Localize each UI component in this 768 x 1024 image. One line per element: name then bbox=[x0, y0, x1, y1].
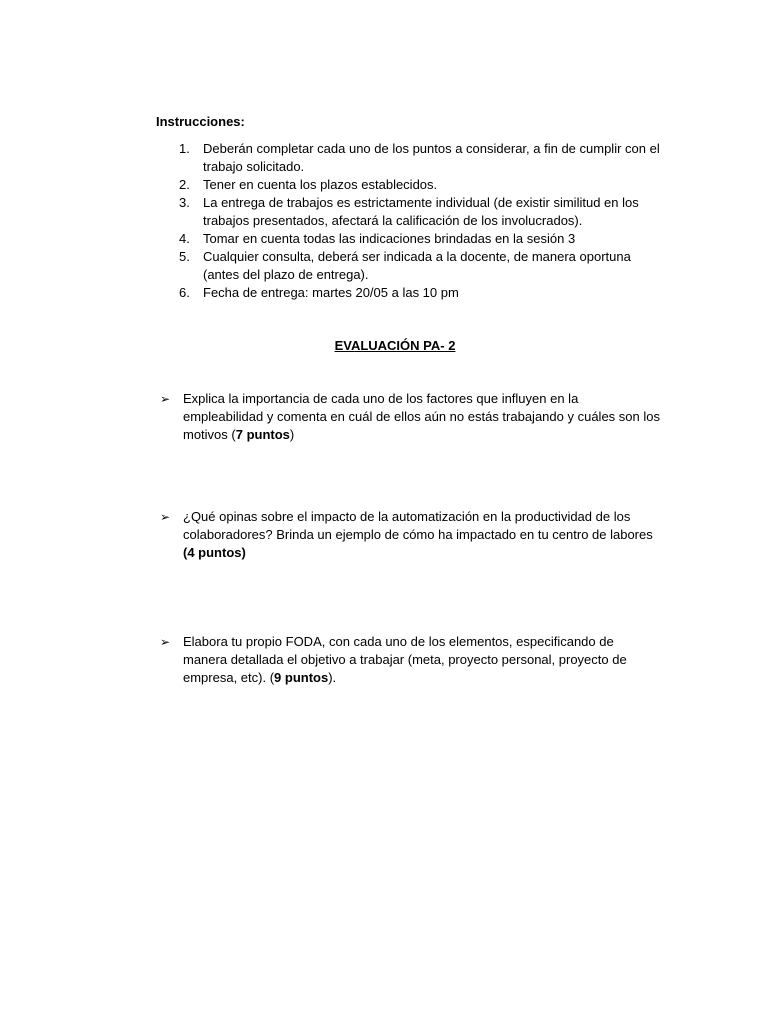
list-number: 1. bbox=[179, 141, 190, 156]
evaluation-title: EVALUACIÓN PA- 2 bbox=[334, 338, 456, 353]
arrowhead-bullet-icon: ➢ bbox=[160, 510, 171, 524]
instructions-list bbox=[156, 140, 666, 302]
instructions-heading: Instrucciones: bbox=[156, 114, 245, 129]
list-number: 2. bbox=[179, 177, 190, 192]
list-item-text: Deberán completar cada uno de los puntos a considerar, a fin de cumplir con el trabajo solicitado. bbox=[203, 141, 660, 174]
question-item bbox=[160, 633, 660, 687]
arrowhead-bullet-icon: ➢ bbox=[160, 392, 171, 406]
list-item-text: Tomar en cuenta todas las indicaciones brindadas en la sesión 3 bbox=[203, 231, 576, 246]
list-number: 5. bbox=[179, 249, 190, 264]
list-item-text: Fecha de entrega: martes 20/05 a las 10 pm bbox=[203, 285, 459, 300]
list-item bbox=[156, 140, 666, 176]
list-number: 4. bbox=[179, 231, 190, 246]
question-text: ¿Qué opinas sobre el impacto de la automatización en la productividad de los colaboradores? Brinda un ejemplo de cómo ha impactado en tu centro de labores (4 puntos) bbox=[183, 509, 653, 560]
list-item bbox=[156, 194, 666, 230]
question-text: Explica la importancia de cada uno de los factores que influyen en la empleabilidad y comenta en cuál de ellos aún no estás trabajando y cuáles son los motivos (7 puntos) bbox=[183, 391, 660, 442]
question-text: Elabora tu propio FODA, con cada uno de los elementos, especificando de manera detallada el objetivo a trabajar (meta, proyecto personal, proyecto de empresa, etc). (9 puntos). bbox=[183, 634, 627, 685]
list-item bbox=[156, 176, 666, 194]
list-item bbox=[156, 248, 666, 284]
list-item bbox=[156, 284, 666, 302]
list-number: 3. bbox=[179, 195, 190, 210]
list-item bbox=[156, 230, 666, 248]
question-item bbox=[160, 390, 660, 444]
points-label: (4 puntos) bbox=[183, 545, 246, 560]
list-number: 6. bbox=[179, 285, 190, 300]
points-label: 9 puntos bbox=[274, 670, 329, 685]
points-label: 7 puntos bbox=[235, 427, 290, 442]
list-item-text: Tener en cuenta los plazos establecidos. bbox=[203, 177, 438, 192]
list-item-text: Cualquier consulta, deberá ser indicada a la docente, de manera oportuna (antes del plazo de entrega). bbox=[203, 249, 631, 282]
arrowhead-bullet-icon: ➢ bbox=[160, 635, 171, 649]
list-item-text: La entrega de trabajos es estrictamente individual (de existir similitud en los trabajos presentados, afectará la calificación de los involucrados). bbox=[203, 195, 639, 228]
question-item bbox=[160, 508, 660, 562]
